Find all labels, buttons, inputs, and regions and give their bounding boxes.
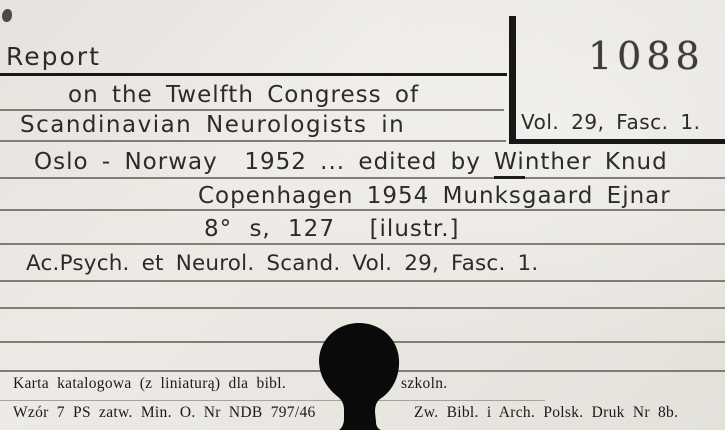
- ink-speck: [2, 9, 12, 22]
- imprint-rest: nther Knud: [524, 149, 668, 175]
- title-line-1: on the Twelfth Congress of: [68, 82, 420, 108]
- imprint-pre: Oslo - Norway 1952 ... edited by: [34, 149, 495, 175]
- box-bottom-rule: [509, 139, 725, 144]
- rule-line: [0, 307, 725, 309]
- rule-line: [0, 109, 504, 111]
- rule-line-faint: [0, 400, 545, 401]
- stamp-number: 1088: [588, 34, 705, 78]
- volume-box-note: Vol. 29, Fasc. 1.: [521, 110, 701, 134]
- rule-line: [0, 243, 725, 245]
- box-vertical-divider: [509, 16, 516, 143]
- rule-line: [0, 177, 725, 179]
- ink-blot: [314, 322, 406, 430]
- publisher-line: Copenhagen 1954 Munksgaard Ejnar: [198, 183, 671, 209]
- rule-line: [0, 280, 725, 282]
- footer-line1-left: Karta katalogowa (z liniaturą) dla bibl.: [13, 375, 287, 392]
- footer-line2-left: Wzór 7 PS zatw. Min. O. Nr NDB 797/46: [13, 404, 316, 421]
- footer-line1-right: szkoln.: [401, 375, 448, 392]
- collation-line: 8° s, 127 [ilustr.]: [204, 216, 460, 242]
- heading-underline: [0, 73, 507, 76]
- imprint-line: [34, 149, 668, 175]
- imprint-underlined: Wi: [494, 149, 525, 179]
- heading-entry: Report: [6, 42, 101, 71]
- series-line: Ac.Psych. et Neurol. Scand. Vol. 29, Fasc. 1.: [26, 251, 539, 276]
- rule-line: [0, 140, 506, 142]
- footer-line2-right: Zw. Bibl. i Arch. Polsk. Druk Nr 8b.: [414, 404, 679, 421]
- title-line-2: Scandinavian Neurologists in: [20, 112, 406, 138]
- rule-line: [0, 209, 725, 211]
